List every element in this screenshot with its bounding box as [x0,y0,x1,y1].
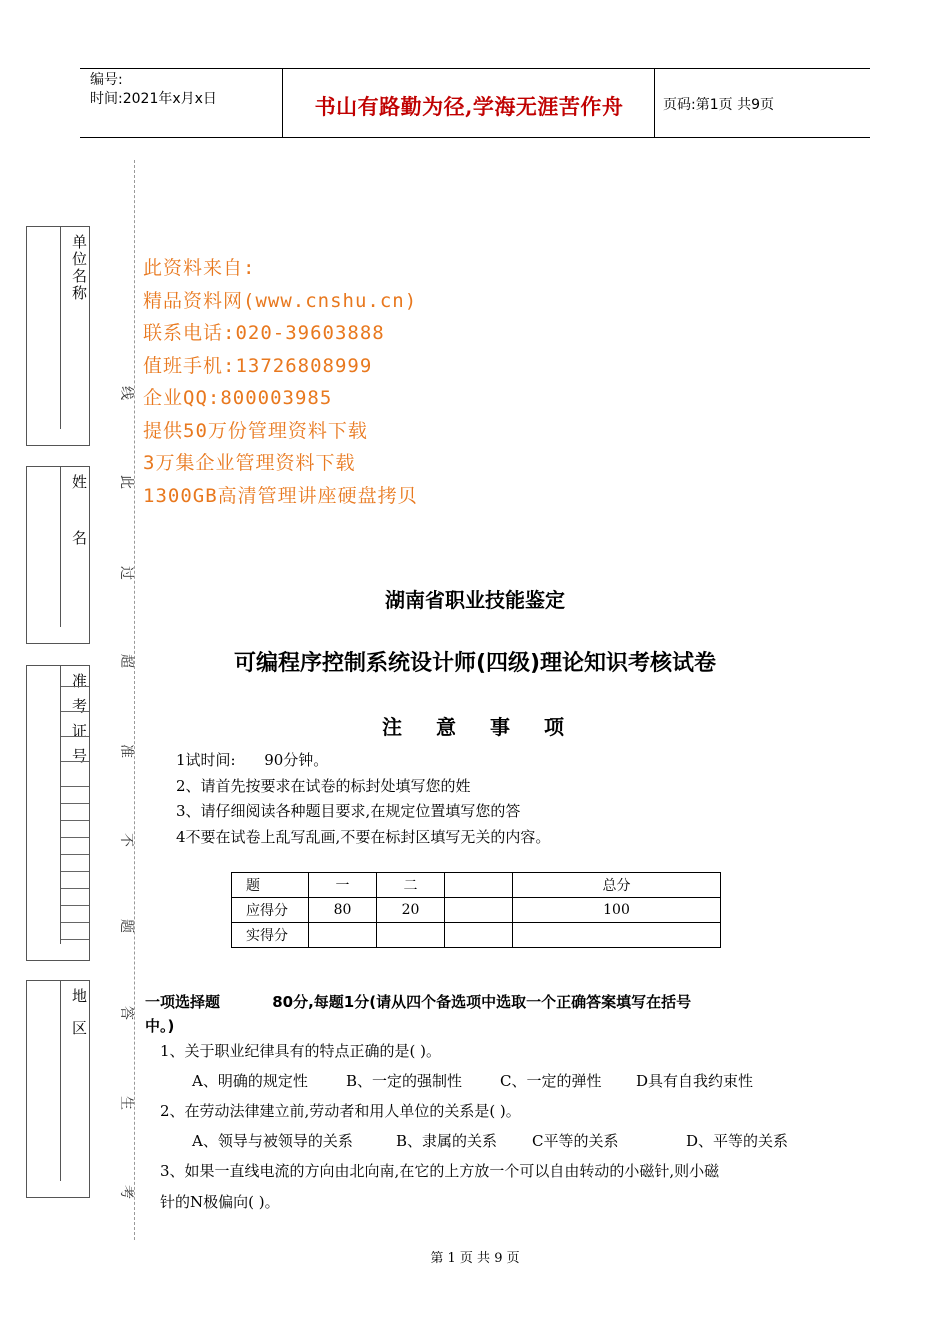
id-grid-line [61,888,89,889]
table-header-row [232,873,721,898]
table-header-cell [445,873,513,898]
exam-id-label-4: 号 [72,747,88,765]
id-grid-line [61,854,89,855]
id-grid-line [61,786,89,787]
q2-option-b: B、隶属的关系 [396,1132,498,1150]
seal-char: 线 [118,386,134,400]
notice-list [176,748,550,850]
id-grid-line [61,803,89,804]
name-box [26,466,90,644]
ad-line: 3万集企业管理资料下载 [143,452,356,474]
id-grid-line [61,939,89,940]
exam-id-label-1: 准 [72,672,88,690]
score-input-cell [377,923,445,948]
q2-option-d: D、平等的关系 [686,1132,789,1150]
id-grid-line [61,905,89,906]
seal-char: 此 [118,475,134,489]
ad-line: 此资料来自: [143,257,256,279]
id-grid-line [61,820,89,821]
exam-title: 可编程序控制系统设计师(四级)理论知识考核试卷 [233,651,717,676]
page-header [80,68,870,138]
notice-item: 1试时间: 90分钟。 [176,751,329,769]
ad-line-qq: 企业QQ:800003985 [143,387,333,409]
notice-char: 意 [436,715,456,739]
notice-item: 2、请首先按要求在试卷的标封处填写您的姓 [176,776,471,795]
unit-label-2: 位 [72,250,88,268]
box-divider [60,981,61,1181]
question-3-stem: 3、如果一直线电流的方向由北向南,在它的上方放一个可以自由转动的小磁针,则小磁 [160,1162,720,1180]
ad-line: 提供50万份管理资料下载 [143,419,368,442]
seal-char: 不 [118,833,134,847]
exam-id-box [26,665,90,961]
exam-id-label-3: 证 [72,722,88,740]
score-table [231,872,721,948]
ad-line: 1300GB高清管理讲座硬盘拷贝 [143,484,418,507]
id-grid-line [61,736,89,737]
seal-char: 过 [118,566,134,580]
page-count: 页码:第1页 共9页 [663,97,774,113]
q1-option-d: D具有自我约束性 [636,1072,754,1090]
seal-char: 题 [118,919,134,933]
table-header-cell: 题 [232,873,309,898]
table-cell: 实得分 [232,923,309,948]
name-label-2: 名 [72,529,88,547]
unit-name-box [26,226,90,446]
ad-line-phone: 联系电话:020-39603888 [143,322,385,344]
id-grid-line [61,871,89,872]
table-cell [445,898,513,923]
q2-option-c: C平等的关系 [532,1132,619,1150]
q2-option-a: A、领导与被领导的关系 [192,1132,353,1150]
id-grid-line [61,711,89,712]
region-label-2: 区 [72,1019,88,1037]
id-grid-line [61,761,89,762]
section-heading-line: 一项选择题 80分,每题1分(请从四个备选项中选取一个正确答案填写在括号 [145,993,692,1011]
region-label-1: 地 [72,987,88,1005]
notice-item: 4不要在试卷上乱写乱画,不要在标封区填写无关的内容。 [176,827,551,846]
table-cell: 80 [309,898,377,923]
notice-heading [382,711,598,740]
time-label: 时间:2021年x月x日 [90,91,217,107]
table-cell: 应得分 [232,898,309,923]
unit-label-1: 单 [72,233,88,251]
header-meta [90,71,217,109]
ad-line-website[interactable]: 精品资料网(www.cnshu.cn) [143,289,418,312]
source-advertisement [143,252,418,512]
notice-item: 3、请仔细阅读各种题目要求,在规定位置填写您的答 [176,802,521,820]
score-input-cell [445,923,513,948]
table-header-cell: 二 [377,873,445,898]
score-input-cell [513,923,721,948]
exam-id-label-2: 考 [72,697,88,715]
seal-char: 生 [118,1096,134,1110]
region-box [26,980,90,1198]
header-motto: 书山有路勤为径,学海无涯苦作舟 [314,94,624,119]
unit-label-4: 称 [72,284,88,302]
score-input-cell [309,923,377,948]
name-label-1: 姓 [72,473,88,491]
ad-line-mobile: 值班手机:13726808999 [143,354,373,377]
q1-option-b: B、一定的强制性 [346,1072,463,1090]
question-3-stem-cont: 针的N极偏向( )。 [160,1193,280,1211]
id-grid-line [61,837,89,838]
section-heading [145,990,785,1038]
id-grid-line [61,686,89,687]
table-header-cell: 总分 [513,873,721,898]
box-divider [60,666,61,944]
org-title: 湖南省职业技能鉴定 [385,588,565,612]
seal-dashed-line [134,160,135,1240]
q1-option-a: A、明确的规定性 [192,1072,308,1090]
page-footer: 第 1 页 共 9 页 [430,1251,520,1266]
section-heading-line: 中。) [145,1017,175,1035]
q1-option-c: C、一定的弹性 [500,1072,602,1090]
seal-char: 准 [118,744,134,758]
id-grid-line [61,922,89,923]
question-1-stem: 1、关于职业纪律具有的特点正确的是( )。 [160,1042,442,1060]
table-cell: 20 [377,898,445,923]
notice-char: 项 [544,715,564,739]
table-cell: 100 [513,898,721,923]
table-row [232,898,721,923]
seal-char: 考 [118,1185,134,1199]
question-2-stem: 2、在劳动法律建立前,劳动者和用人单位的关系是( )。 [160,1102,521,1120]
notice-char: 注 [382,715,402,739]
table-row [232,923,721,948]
table-header-cell: 一 [309,873,377,898]
seal-char: 超 [118,654,134,668]
code-label: 编号: [90,72,123,88]
seal-char: 答 [118,1006,134,1020]
notice-char: 事 [490,715,510,739]
unit-label-3: 名 [72,267,88,285]
box-divider [60,227,61,429]
